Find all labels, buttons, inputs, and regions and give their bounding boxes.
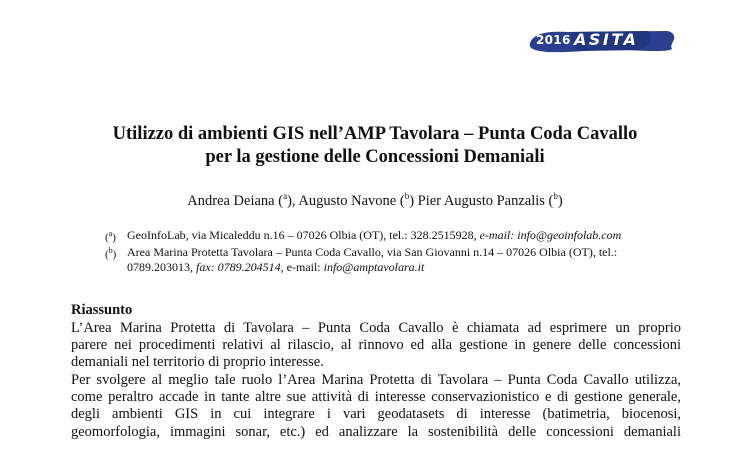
author-separator: )	[557, 192, 563, 209]
affiliation-text: Area Marina Protetta Tavolara – Punta Coda Cavallo, via San Giovanni n.14 – 07026 Olbia (OT), tel.:	[127, 245, 618, 259]
paper-title-line-2: per la gestione delle Concessioni Demaniali	[205, 147, 545, 167]
author-affiliation-mark: b	[553, 191, 558, 201]
affiliation-b	[105, 245, 687, 275]
author-separator: ),	[287, 192, 299, 209]
affiliation-a	[105, 228, 687, 244]
affiliation-email-label: , e-mail:	[280, 260, 324, 274]
affiliation-email[interactable]: e-mail: info@geoinfolab.com	[479, 228, 622, 242]
affiliation-mark: ($^a$)	[105, 229, 116, 244]
paragraph-line: come peraltro accade in tante altre sue attività di interesse conservazionistico e di gestione generale,	[71, 389, 681, 406]
author-name: Pier Augusto Panzalis (	[417, 192, 554, 209]
paragraph-line: demaniali nel territorio di proprio interesse.	[71, 354, 324, 371]
logo-year: 2016	[536, 33, 571, 47]
affiliation-fax: fax: 0789.204514	[196, 260, 281, 274]
affiliation-mark: ($^b$)	[105, 246, 117, 261]
logo-brand: ASITA	[574, 30, 639, 49]
affiliation-text: GeoInfoLab, via Micaleddu n.16 – 07026 Olbia (OT), tel.: 328.2515928,	[127, 228, 480, 242]
abstract-heading: Riassunto	[71, 302, 133, 318]
paper-title-line-1: Utilizzo di ambienti GIS nell’AMP Tavolara – Punta Coda Cavallo	[112, 124, 638, 144]
paragraph-line: L’Area Marina Protetta di Tavolara – Punta Coda Cavallo è chiamata ad esprimere un proprio	[71, 320, 681, 336]
paragraph-line: geomorfologia, immagini sonar, etc.) ed analizzare la sostenibilità delle concessioni demaniali	[71, 423, 681, 440]
paragraph-line: degli ambienti GIS in cui integrare i vari geodatasets di interesse (batimetria, biocenosi,	[71, 406, 681, 423]
abstract-paragraph-2	[71, 372, 681, 441]
author-name: Augusto Navone (	[298, 192, 405, 209]
asita-2016-logo	[528, 29, 676, 55]
abstract-paragraph-1	[71, 320, 681, 372]
affiliation-phone: 0789.203013,	[127, 260, 196, 274]
author-affiliation-mark: b	[404, 191, 410, 201]
paragraph-line: parere nei procedimenti relativi al rilascio, al rinnovo ed alla gestione in genere delle concessioni	[71, 337, 681, 354]
affiliation-email[interactable]: info@amptavolara.it	[323, 260, 425, 274]
author-affiliation-mark: a	[283, 191, 288, 201]
author-separator: )	[409, 192, 418, 209]
author-name: Andrea Deiana (	[187, 192, 284, 209]
paragraph-line: Per svolgere al meglio tale ruolo l’Area Marina Protetta di Tavolara – Punta Coda Cavallo utilizza,	[71, 372, 681, 388]
authors-line	[0, 191, 750, 210]
